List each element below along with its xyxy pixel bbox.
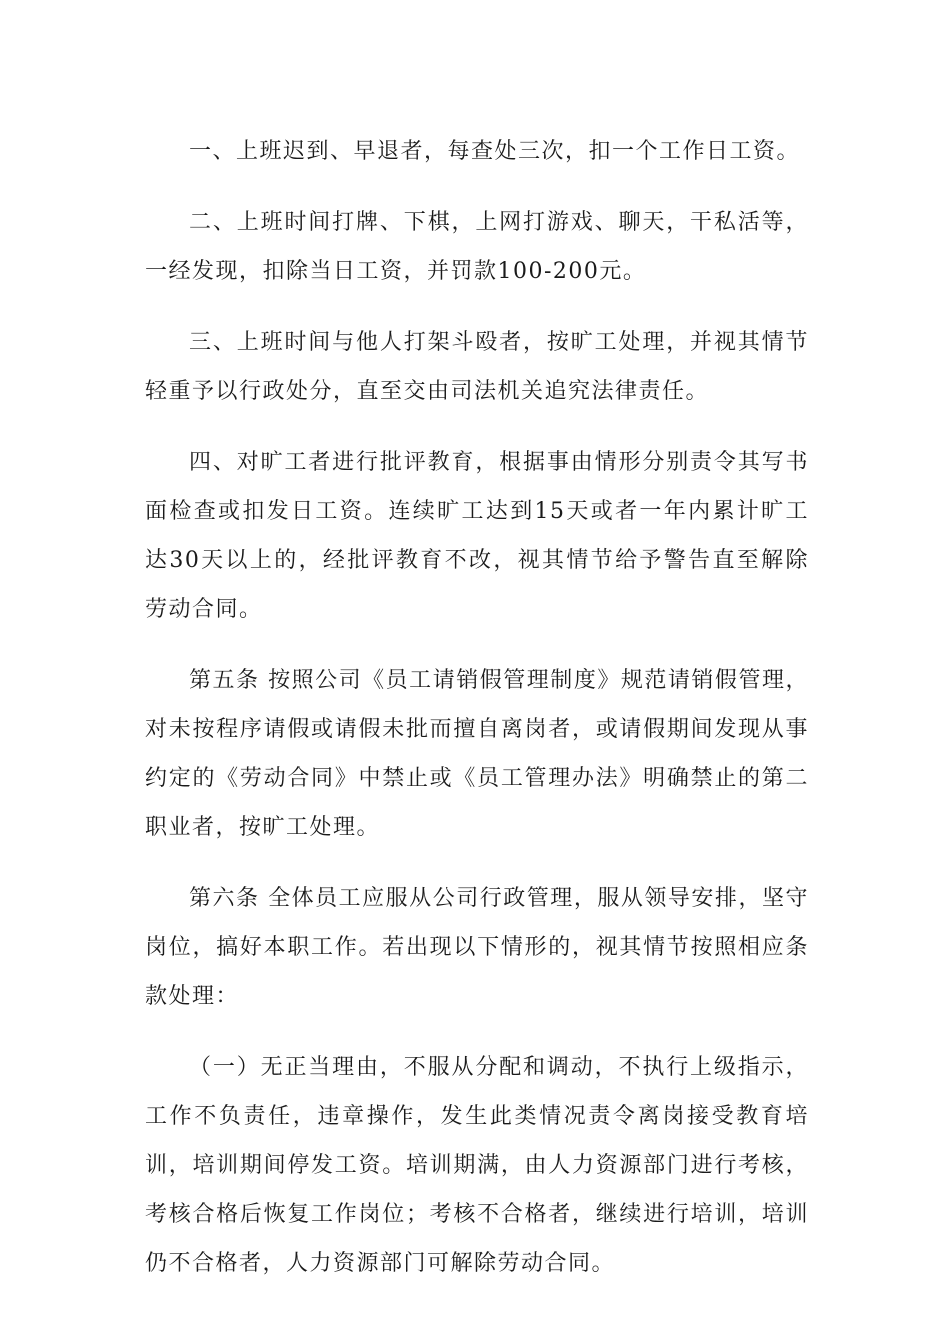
paragraph-article-5: 第五条 按照公司《员工请销假管理制度》规范请销假管理，对未按程序请假或请假未批而擅自离岗者，或请假期间发现从事约定的《劳动合同》中禁止或《员工管理办法》明确禁止的第二职业者，按旷工处理。 [145,668,809,840]
paragraph-absenteeism: 四、对旷工者进行批评教育，根据事由情形分别责令其写书面检查或扣发日工资。连续旷工达到15天或者一年内累计旷工达30天以上的，经批评教育不改，视其情节给予警告直至解除劳动合同。 [145,450,809,622]
document-body [145,127,809,1310]
paragraph-late-early-leave: 一、上班迟到、早退者，每查处三次，扣一个工作日工资。 [189,139,801,164]
paragraph-fighting: 三、上班时间与他人打架斗殴者，按旷工处理，并视其情节轻重予以行政处分，直至交由司法机关追究法律责任。 [145,330,809,404]
paragraph-article-6: 第六条 全体员工应服从公司行政管理，服从领导安排，坚守岗位，搞好本职工作。若出现以下情形的，视其情节按照相应条款处理： [145,886,809,1009]
paragraph-work-time-misconduct: 二、上班时间打牌、下棋，上网打游戏、聊天，干私活等，一经发现，扣除当日工资，并罚款100-200元。 [145,210,809,284]
paragraph-article-6-item-1: （一）无正当理由，不服从分配和调动，不执行上级指示，工作不负责任，违章操作，发生此类情况责令离岗接受教育培训，培训期间停发工资。培训期满，由人力资源部门进行考核，考核合格后恢复工作岗位；考核不合格者，继续进行培训，培训仍不合格者，人力资源部门可解除劳动合同。 [145,1055,809,1276]
